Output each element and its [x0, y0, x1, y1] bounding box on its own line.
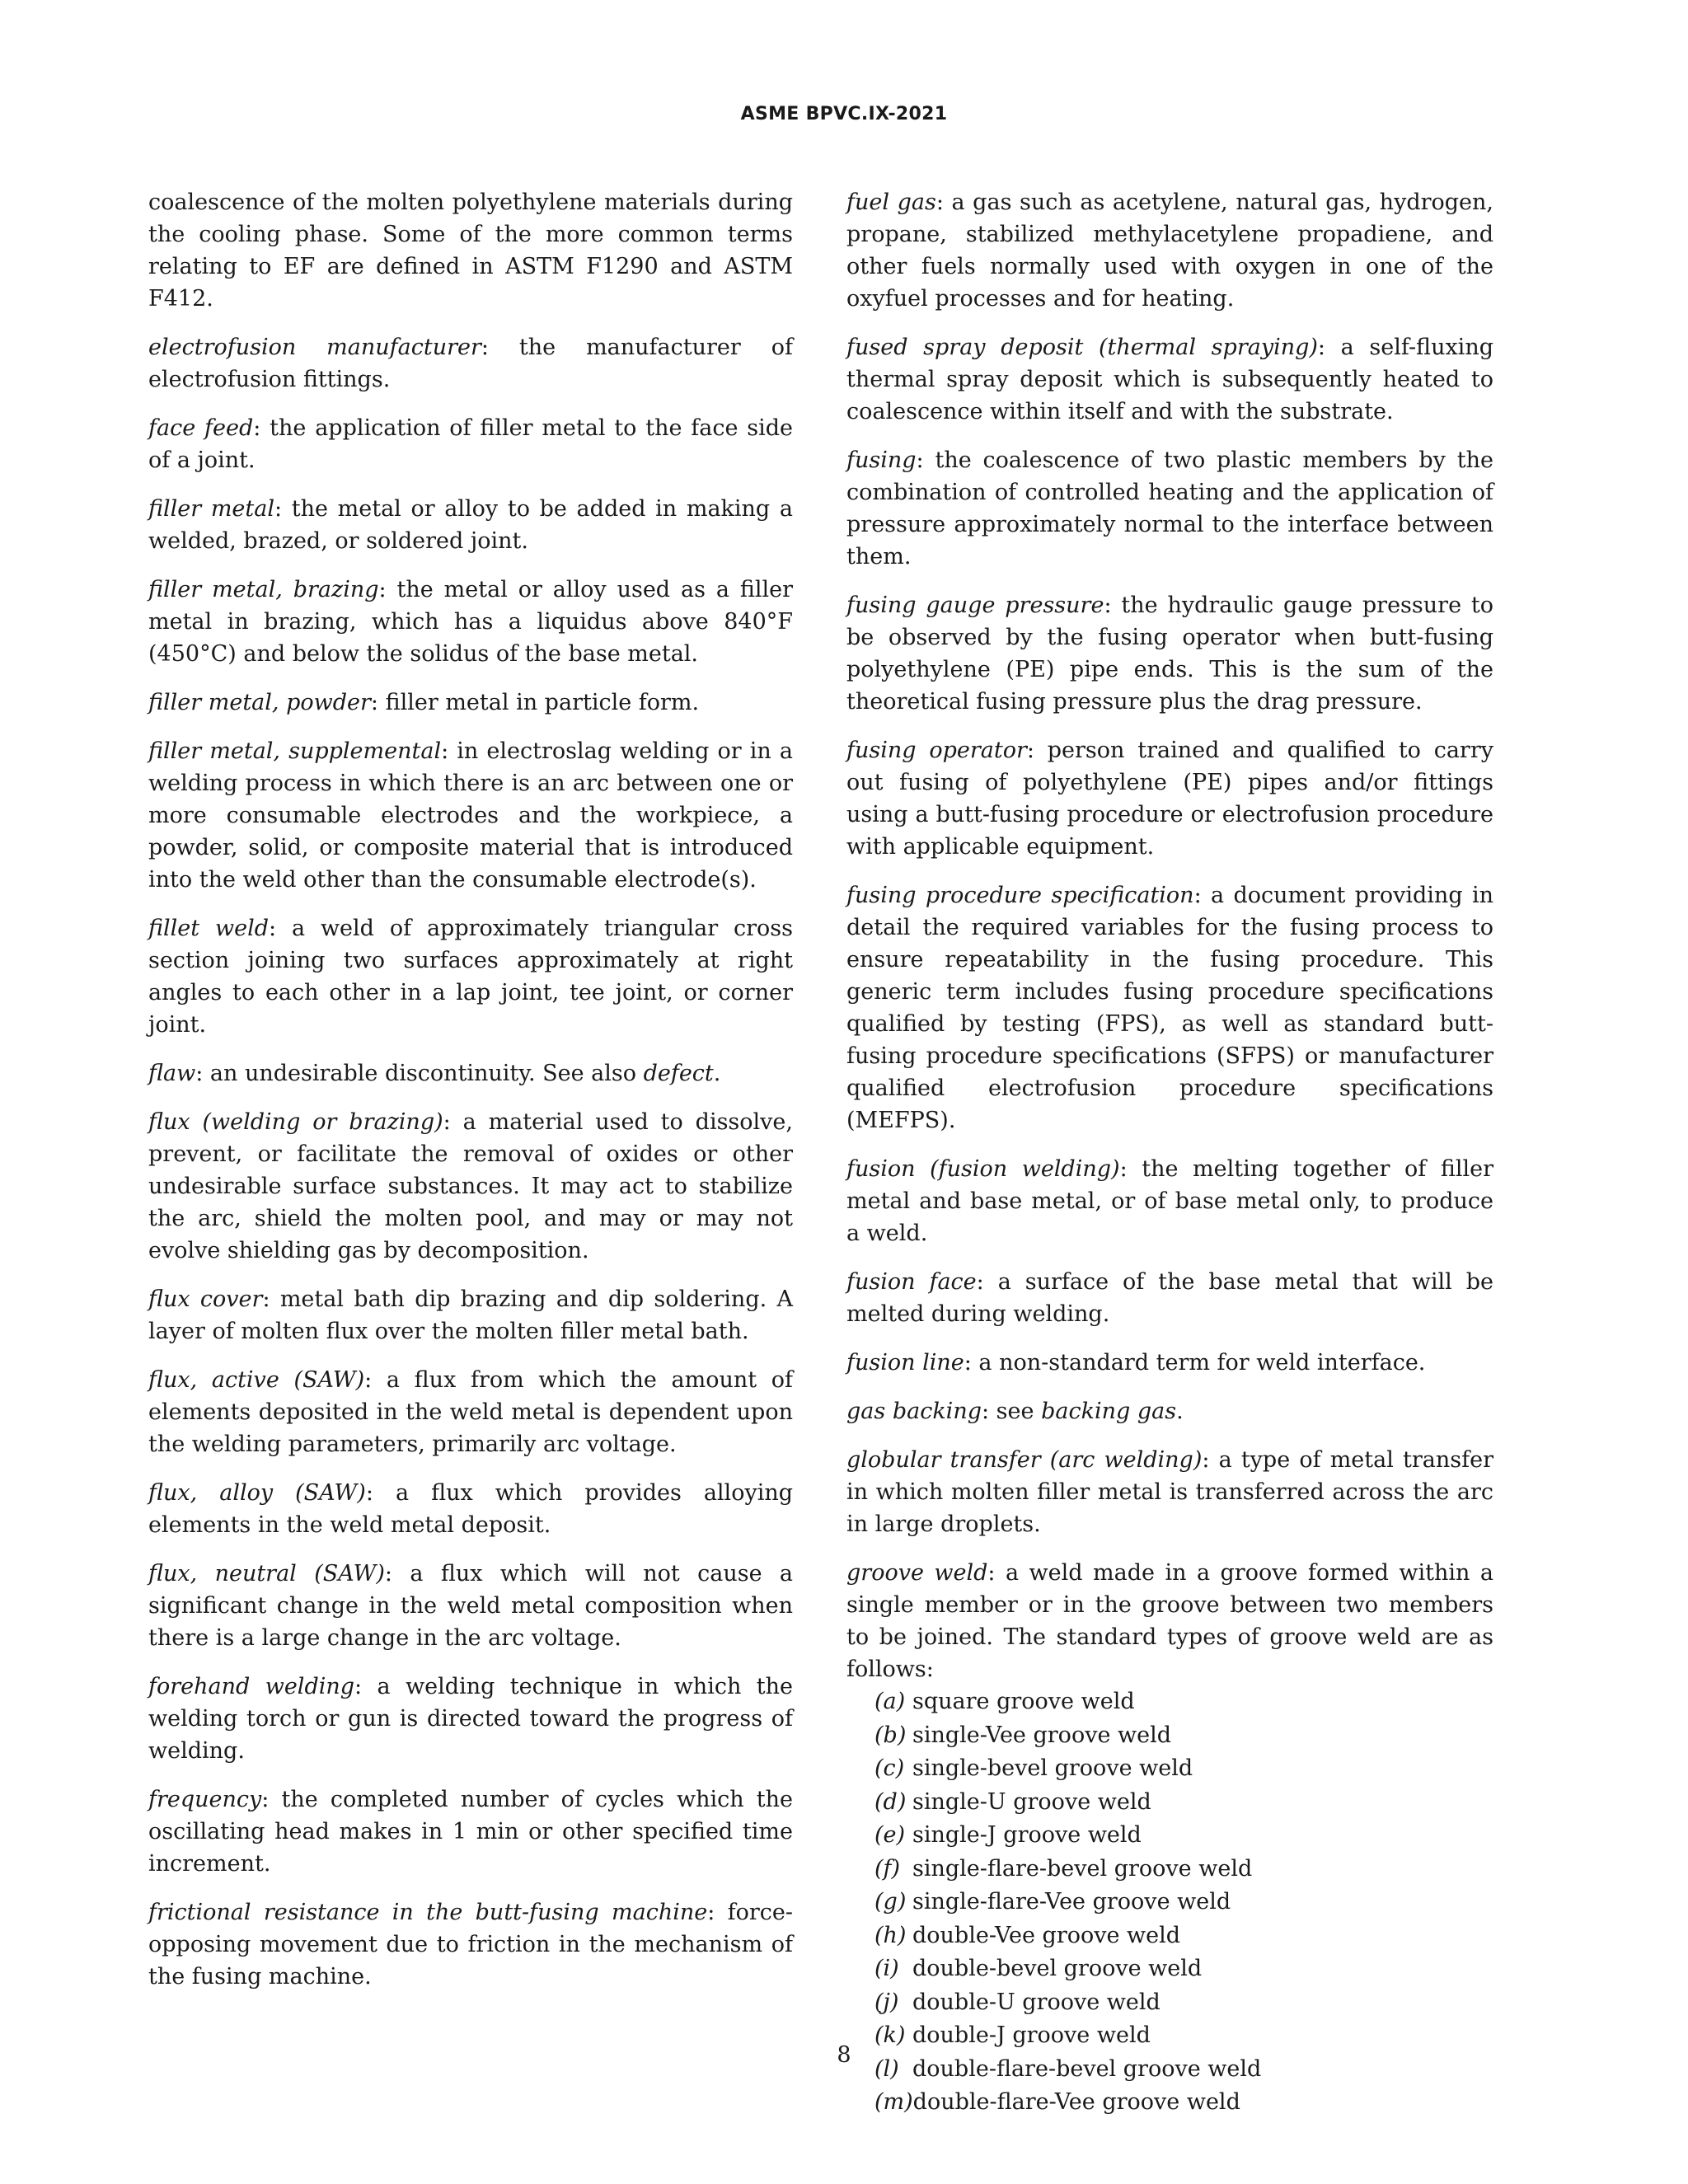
definition-text: : a type of metal transfer in which molten filler metal is transferred across the arc in large droplets. [846, 1447, 1493, 1537]
definition-text: : the metal or alloy to be added in making a welded, brazed, or soldered joint. [148, 496, 793, 554]
definition-entry [846, 1153, 1493, 1249]
definition-text: : a welding technique in which the welding torch or gun is directed toward the progress of welding. [148, 1674, 793, 1764]
list-item-letter: (e) [874, 1822, 906, 1848]
list-item [874, 1752, 1493, 1786]
definition-text: : the melting together of filler metal and base metal, or of base metal only, to produce a weld. [846, 1156, 1493, 1246]
definition-entry [846, 589, 1493, 718]
list-item-text: double-U groove weld [912, 1989, 1160, 2015]
definition-text: : a document providing in detail the required variables for the fusing process to ensure repeatability in the fusing procedure. This generic term includes fusing procedure specifications qualified by testing (FPS), as well as standard butt-fusing procedure specifications (SFPS) or manufacturer qualified electrofusion procedure specifications (MEFPS). [846, 883, 1493, 1133]
definition-term: flux (welding or brazing) [148, 1109, 443, 1135]
definition-term: gas backing [846, 1399, 982, 1424]
list-item [874, 1819, 1493, 1853]
list-item [874, 2086, 1493, 2120]
list-item-letter: (d) [874, 1788, 907, 1815]
definition-text: coalescence of the molten polyethylene materials during the cooling phase. Some of the more common terms relating to EF are defined in ASTM F1290 and ASTM F412. [148, 190, 793, 312]
definition-text: : force-opposing movement due to friction in the mechanism of the fusing machine. [148, 1900, 793, 1990]
definition-entry [148, 574, 793, 670]
definition-text: : a surface of the base metal that will be melted during welding. [846, 1269, 1493, 1327]
right-column [846, 186, 1493, 2120]
definition-term: filler metal, supplemental [148, 738, 442, 764]
list-item-letter: (a) [874, 1689, 906, 1714]
definition-entry [846, 1266, 1493, 1330]
list-item [874, 1685, 1493, 1719]
definition-entry [148, 1558, 793, 1654]
definition-term: fusion line [846, 1350, 964, 1376]
definition-text: : filler metal in particle form. [370, 690, 700, 715]
definition-text: : see [982, 1399, 1042, 1424]
left-column [148, 186, 793, 1993]
definition-entry [148, 186, 793, 315]
list-item-letter: (i) [874, 1956, 899, 1981]
list-item-text: single-J groove weld [912, 1822, 1142, 1848]
definition-text: : in electroslag welding or in a welding process in which there is an arc between one or more consumable electrodes and the workpiece, a powder, solid, or composite material that is introduced into the weld other than the consumable electrode(s). [148, 738, 793, 893]
definition-term: fusing gauge pressure [846, 593, 1104, 618]
definition-text-tail: . [713, 1061, 721, 1086]
definition-term: flux, active (SAW) [148, 1367, 365, 1393]
cross-reference: defect [643, 1061, 714, 1086]
definition-entry [148, 1364, 793, 1460]
definition-entry [148, 687, 793, 719]
list-item-text: single-U groove weld [912, 1788, 1151, 1815]
list-item-text: square groove weld [912, 1689, 1135, 1714]
list-item [874, 1853, 1493, 1886]
list-item-text: double-flare-Vee groove weld [912, 2089, 1240, 2115]
definition-text: : a flux which will not cause a significant change in the weld metal composition when there is a large change in the arc voltage. [148, 1561, 794, 1651]
definition-text: : a flux which provides alloying elements in the weld metal deposit. [148, 1480, 794, 1538]
definition-entry [148, 912, 793, 1041]
definition-entry [846, 1444, 1493, 1540]
definition-text: : a self-fluxing thermal spray deposit which is subsequently heated to coalescence within itself and with the substrate. [846, 335, 1493, 424]
definition-entry [148, 493, 793, 557]
definition-text: : the application of filler metal to the face side of a joint. [148, 415, 794, 473]
definition-entry [148, 1057, 793, 1090]
list-item-letter: (b) [874, 1722, 907, 1748]
page-number: 8 [837, 2042, 851, 2068]
definition-text: : a material used to dissolve, prevent, or facilitate the removal of oxides or other undesirable surface substances. It may act to stabilize the arc, shield the molten pool, and may or may not evolve shielding gas by decomposition. [148, 1109, 793, 1263]
definition-term: flux, alloy (SAW) [148, 1480, 366, 1506]
list-item-letter: (f) [874, 1855, 901, 1882]
definition-entry [846, 186, 1493, 315]
definition-term: fused spray deposit (thermal spraying) [846, 335, 1318, 360]
definition-text: : an undesirable discontinuity. See also [195, 1061, 644, 1086]
definition-term: fusing operator [846, 738, 1027, 763]
list-item [874, 1786, 1493, 1820]
definition-text: : the metal or alloy used as a filler metal in brazing, which has a liquidus above 840°F (450°C) and below the solidus of the base metal. [148, 577, 793, 667]
definition-term: filler metal [148, 496, 274, 522]
list-item-letter: (k) [874, 2022, 906, 2048]
definition-entry [148, 331, 793, 396]
definition-entry [846, 879, 1493, 1137]
definition-term: flaw [148, 1061, 196, 1086]
list-item-letter: (l) [874, 2055, 899, 2082]
definition-entry [148, 1283, 793, 1347]
definition-term: globular transfer (arc welding) [846, 1447, 1203, 1473]
running-head: ASME BPVC.IX-2021 [740, 104, 948, 124]
definition-entry [148, 412, 793, 476]
list-item-text: double-Vee groove weld [912, 1922, 1181, 1948]
definition-text: : metal bath dip brazing and dip soldering. A layer of molten flux over the molten filler metal bath. [148, 1286, 793, 1344]
definition-term: frequency [148, 1787, 262, 1812]
definition-term: frictional resistance in the butt-fusing machine [148, 1900, 708, 1925]
list-item-letter: (h) [874, 1922, 907, 1948]
list-item-letter: (c) [874, 1755, 905, 1781]
list-item-letter: (j) [874, 1989, 899, 2015]
definition-term: fusing [846, 448, 917, 473]
definition-term: groove weld [846, 1560, 988, 1586]
definition-text: : the manufacturer of electrofusion fittings. [148, 335, 793, 392]
definition-term: face feed [148, 415, 254, 441]
definition-term: fusion face [846, 1269, 977, 1295]
list-item-text: single-Vee groove weld [912, 1722, 1172, 1748]
definition-text-tail: . [1176, 1399, 1184, 1424]
definition-term: flux cover [148, 1286, 263, 1312]
list-item-letter: (g) [874, 1889, 907, 1915]
definition-text: : the coalescence of two plastic members by the combination of controlled heating and the application of pressure approximately normal to the interface between them. [846, 448, 1493, 569]
definition-text: : the hydraulic gauge pressure to be observed by the fusing operator when butt-fusing polyethylene (PE) pipe ends. This is the sum of the theoretical fusing pressure plus the drag pressure. [846, 593, 1493, 715]
definition-text: : a weld of approximately triangular cross section joining two surfaces approximately at right angles to each other in a lap joint, tee joint, or corner joint. [148, 916, 793, 1038]
definition-entry [148, 1477, 793, 1541]
list-item-text: double-flare-bevel groove weld [912, 2055, 1262, 2082]
definition-entry [846, 1347, 1493, 1379]
definition-entry [846, 734, 1493, 863]
definition-term: filler metal, powder [148, 690, 371, 715]
list-item-text: single-flare-Vee groove weld [912, 1889, 1231, 1915]
definition-text: : a flux from which the amount of elements deposited in the weld metal is dependent upon the welding parameters, primarily arc voltage. [148, 1367, 793, 1457]
definition-entry [148, 1106, 793, 1267]
definition-entry [148, 735, 793, 896]
list-item [874, 1919, 1493, 1953]
list-item [874, 1886, 1493, 1919]
definition-term: fusion (fusion welding) [846, 1156, 1120, 1182]
definition-entry [148, 1896, 793, 1993]
list-item-text: single-bevel groove weld [912, 1755, 1193, 1781]
list-item [874, 1952, 1493, 1986]
definition-entry [846, 1395, 1493, 1427]
list-item-text: double-bevel groove weld [912, 1956, 1203, 1981]
cross-reference: backing gas [1041, 1399, 1177, 1424]
list-item [874, 1986, 1493, 2020]
definition-entry [148, 1783, 793, 1880]
definition-text: : a gas such as acetylene, natural gas, hydrogen, propane, stabilized methylacetylene propadiene, and other fuels normally used with oxygen in one of the oxyfuel processes and for heating. [846, 190, 1493, 312]
definition-term: flux, neutral (SAW) [148, 1561, 385, 1586]
definition-text: : the completed number of cycles which the oscillating head makes in 1 min or other specified time increment. [148, 1787, 793, 1877]
definition-term: fillet weld [148, 916, 269, 941]
definition-text: : a weld made in a groove formed within a single member or in the groove between two members to be joined. The standard types of groove weld are as follows: [846, 1560, 1493, 1682]
definition-term: fuel gas [846, 190, 936, 215]
definition-term: fusing procedure specification [846, 883, 1194, 908]
definition-entry [846, 331, 1493, 428]
definition-entry [846, 444, 1493, 573]
definition-term: electrofusion manufacturer [148, 335, 481, 360]
list-item [874, 1719, 1493, 1753]
definition-term: filler metal, brazing [148, 577, 379, 602]
definition-entry-groove-weld [846, 1557, 1493, 2120]
definition-text: : person trained and qualified to carry out fusing of polyethylene (PE) pipes and/or fittings using a butt-fusing procedure or electrofusion procedure with applicable equipment. [846, 738, 1493, 860]
definition-term: forehand welding [148, 1674, 355, 1699]
definition-text: : a non-standard term for weld interface. [964, 1350, 1426, 1376]
list-item-letter: (m) [874, 2089, 913, 2115]
list-item-text: double-J groove weld [912, 2022, 1151, 2048]
list-item-text: single-flare-bevel groove weld [912, 1855, 1253, 1882]
definition-entry [148, 1671, 793, 1767]
